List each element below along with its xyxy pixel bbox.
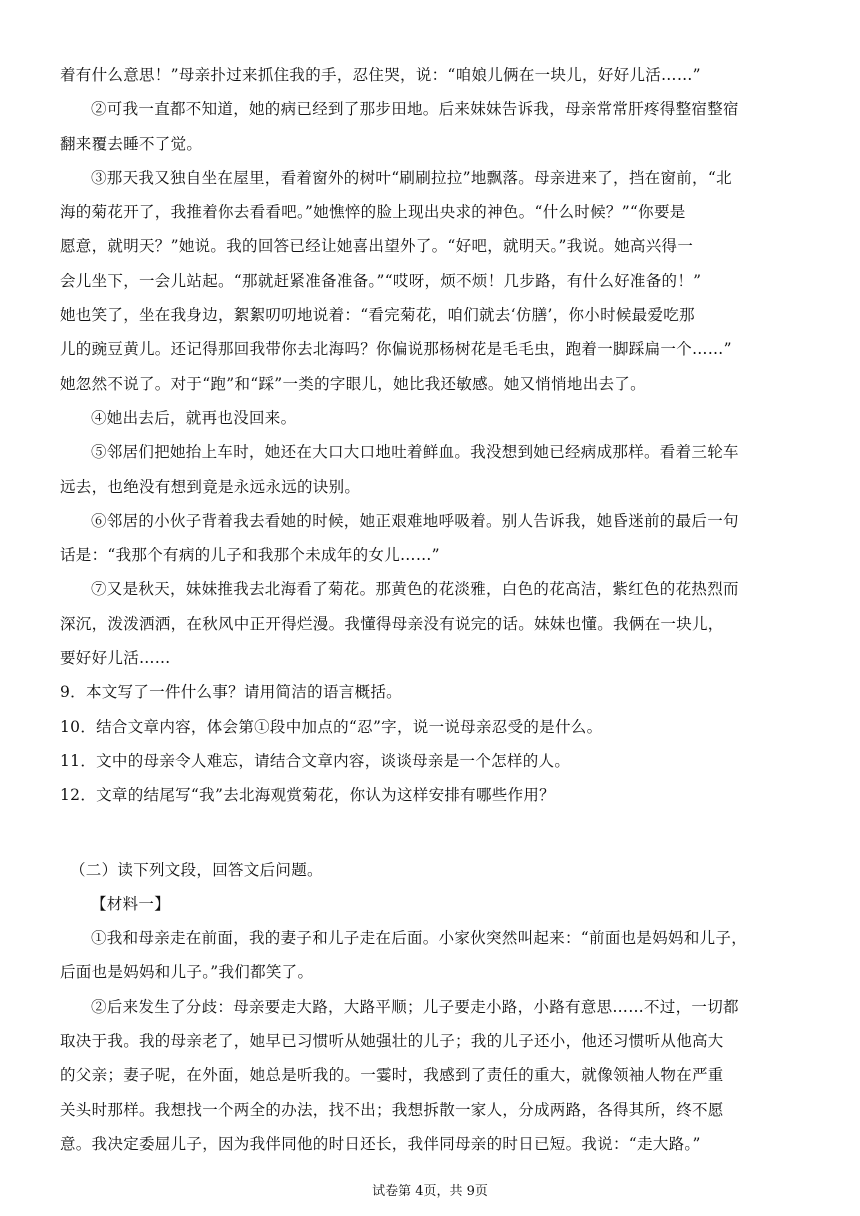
passage-line: 远去，也绝没有想到竟是永远永远的诀别。 bbox=[60, 477, 361, 496]
question-item: 10．结合文章内容，体会第①段中加点的“忍”字，说一说母亲忍受的是什么。 bbox=[60, 717, 603, 736]
section-heading: （二）读下列文段，回答文后问题。 bbox=[70, 860, 323, 879]
passage-line: ②可我一直都不知道，她的病已经到了那步田地。后来妹妹告诉我，母亲常常肝疼得整宿整宿 bbox=[91, 100, 739, 119]
passage-line: 着有什么意思！”母亲扑过来抓住我的手，忍住哭，说：“咱娘儿俩在一块儿，好好儿活……” bbox=[60, 66, 701, 84]
material-label: 【材料一】 bbox=[91, 894, 171, 913]
passage-line: 她也笑了，坐在我身边，絮絮叨叨地说着：“看完菊花，咱们就去‘仿膳’，你小时候最爱吃那 bbox=[60, 306, 695, 325]
passage-line: 海的菊花开了，我推着你去看看吧。”她憔悴的脸上现出央求的神色。“什么时候？”“你要是 bbox=[60, 203, 686, 222]
passage-line: 取决于我。我的母亲老了，她早已习惯听从她强壮的儿子；我的儿子还小，他还习惯听从他高大 bbox=[60, 1032, 724, 1051]
passage-line: 会儿坐下，一会儿站起。“那就赶紧准备准备。”“哎呀，烦不烦！几步路，有什么好准备的！” bbox=[60, 271, 702, 290]
passage-line: 后面也是妈妈和儿子。”我们都笑了。 bbox=[60, 963, 314, 982]
passage-line: 她忽然不说了。对于“跑”和“踩”一类的字眼儿，她比我还敏感。她又悄悄地出去了。 bbox=[60, 374, 646, 393]
passage-line: 意。我决定委屈儿子，因为我伴同他的时日还长，我伴同母亲的时日已短。我说：“走大路。” bbox=[60, 1134, 701, 1153]
passage-line: 话是：“我那个有病的儿子和我那个未成年的女儿……” bbox=[60, 546, 440, 565]
question-item: 12．文章的结尾写“我”去北海观赏菊花，你认为这样安排有哪些作用？ bbox=[60, 786, 555, 805]
passage-line: 要好好儿活…… bbox=[60, 649, 171, 668]
passage-line: 关头时那样。我想找一个两全的办法，找不出；我想拆散一家人，分成两路，各得其所，终不愿 bbox=[60, 1100, 724, 1119]
passage-line: ④她出去后，就再也没回来。 bbox=[91, 408, 297, 427]
section-gap bbox=[60, 813, 800, 853]
page-footer: 试卷第 4页，共 9页 bbox=[372, 1184, 488, 1199]
passage-line: ⑦又是秋天，妹妹推我去北海看了菊花。那黄色的花淡雅，白色的花高洁，紫红色的花热烈而 bbox=[91, 580, 739, 599]
question-item: 9．本文写了一件什么事？请用简洁的语言概括。 bbox=[60, 683, 402, 702]
passage-line: 儿的豌豆黄儿。还记得那回我带你去北海吗？你偏说那杨树花是毛毛虫，跑着一脚踩扁一个……” bbox=[60, 340, 732, 359]
passage-one bbox=[60, 58, 800, 675]
passage-line: 愿意，就明天？”她说。我的回答已经让她喜出望外了。“好吧，就明天。”我说。她高兴得一 bbox=[60, 237, 694, 256]
section-two bbox=[60, 853, 800, 1162]
exam-page bbox=[60, 58, 800, 1161]
passage-line: 的父亲；妻子呢，在外面，她总是听我的。一霎时，我感到了责任的重大，就像领袖人物在严重 bbox=[60, 1066, 724, 1085]
passage-line: ①我和母亲走在前面，我的妻子和儿子走在后面。小家伙突然叫起来：“前面也是妈妈和儿子， bbox=[91, 929, 748, 948]
passage-line: ③那天我又独自坐在屋里，看着窗外的树叶“刷刷拉拉”地飘落。母亲进来了，挡在窗前，“北 bbox=[91, 168, 732, 187]
question-item: 11．文中的母亲令人难忘，请结合文章内容，谈谈母亲是一个怎样的人。 bbox=[60, 751, 571, 770]
passage-line: ②后来发生了分歧：母亲要走大路，大路平顺；儿子要走小路，小路有意思……不过，一切都 bbox=[91, 997, 739, 1016]
passage-line: ⑥邻居的小伙子背着我去看她的时候，她正艰难地呼吸着。别人告诉我，她昏迷前的最后一句 bbox=[91, 511, 739, 530]
passage-line: ⑤邻居们把她抬上车时，她还在大口大口地吐着鲜血。我没想到她已经病成那样。看着三轮车 bbox=[91, 443, 739, 462]
passage-line: 翻来覆去睡不了觉。 bbox=[60, 134, 203, 153]
passage-line: 深沉，泼泼洒洒，在秋风中正开得烂漫。我懂得母亲没有说完的话。妹妹也懂。我俩在一块儿， bbox=[60, 614, 724, 633]
question-list bbox=[60, 675, 800, 812]
